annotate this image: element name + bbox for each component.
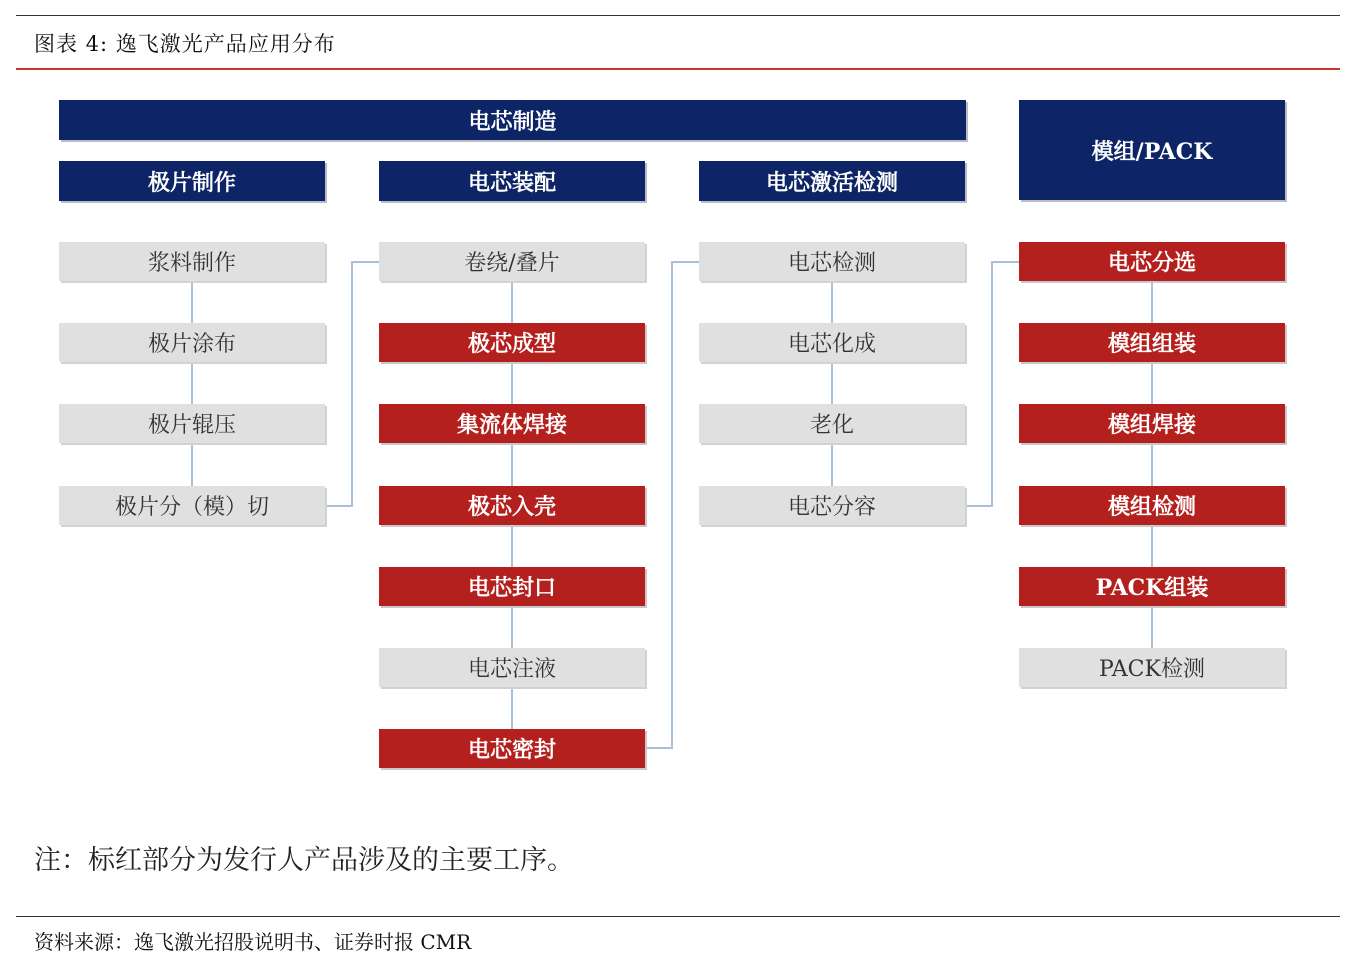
step-aging: 老化 [699,404,965,443]
step-pack-testing: PACK检测 [1019,648,1285,687]
diagram-note: 注：标红部分为发行人产品涉及的主要工序。 [34,845,574,876]
step-cell-testing: 电芯检测 [699,242,965,281]
header-cell-manufacturing: 电芯制造 [59,100,966,140]
header-electrode: 极片制作 [59,161,325,201]
header-activation: 电芯激活检测 [699,161,965,201]
step-slitting: 极片分（模）切 [59,486,325,525]
step-core-casing: 极芯入壳 [379,486,645,525]
step-module-welding: 模组焊接 [1019,404,1285,443]
bottom-rule [16,916,1340,917]
step-formation: 电芯化成 [699,323,965,362]
header-assembly: 电芯装配 [379,161,645,201]
step-cell-sorting: 电芯分选 [1019,242,1285,281]
step-grading: 电芯分容 [699,486,965,525]
connector-assembly-to-activation [646,262,699,748]
step-pack-assembly: PACK组装 [1019,567,1285,606]
step-rolling: 极片辊压 [59,404,325,443]
figure-caption: 图表 4: 逸飞激光产品应用分布 [34,32,336,56]
step-collector-welding: 集流体焊接 [379,404,645,443]
step-core-forming: 极芯成型 [379,323,645,362]
source-line: 资料来源：逸飞激光招股说明书、证券时报 CMR [34,930,472,954]
step-winding-stacking: 卷绕/叠片 [379,242,645,281]
step-module-assembly: 模组组装 [1019,323,1285,362]
step-cell-sealing-cap: 电芯封口 [379,567,645,606]
connector-activation-to-module [966,262,1019,506]
step-cell-sealing: 电芯密封 [379,729,645,768]
header-module-pack: 模组/PACK [1019,100,1285,200]
connector-electrode-to-assembly [326,262,379,506]
step-coating: 极片涂布 [59,323,325,362]
step-slurry: 浆料制作 [59,242,325,281]
step-module-testing: 模组检测 [1019,486,1285,525]
step-electrolyte-filling: 电芯注液 [379,648,645,687]
